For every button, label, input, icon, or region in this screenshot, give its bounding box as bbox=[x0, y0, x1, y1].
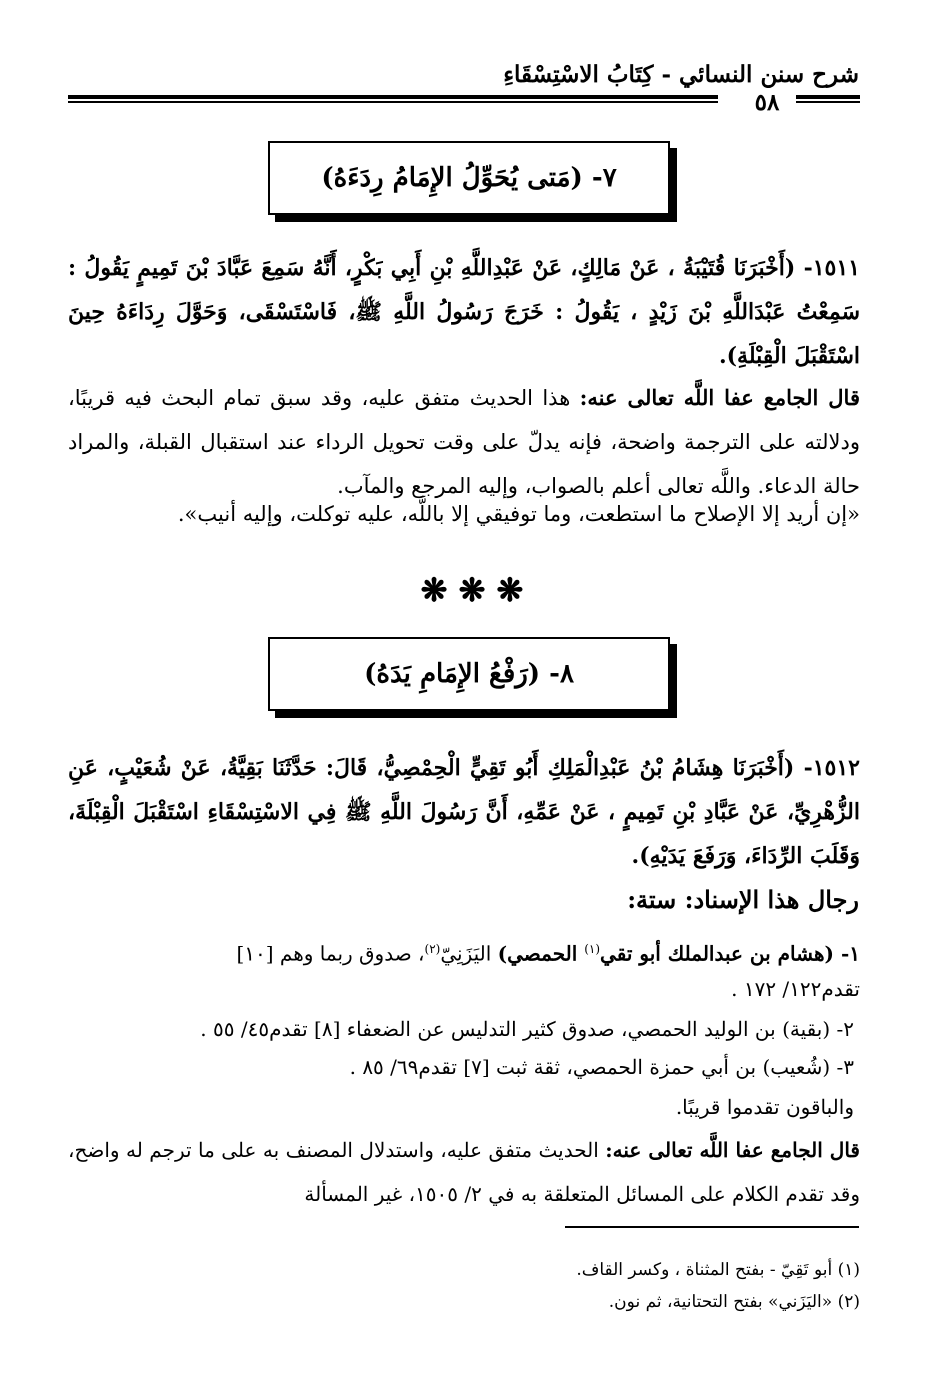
running-title: شرح سنن النسائي - كِتَابُ الاسْتِسْقَاءِ bbox=[503, 61, 859, 88]
commentary-lead: قال الجامع عفا اللَّه تعالى عنه: bbox=[579, 385, 860, 410]
header-rule bbox=[68, 101, 718, 103]
section-separator: ❋ ❋ ❋ bbox=[420, 571, 524, 609]
narrator-1-ref: تقدم١٢٢/ ١٧٢ . bbox=[731, 977, 860, 1001]
narrators-heading: رجال هذا الإسناد: ستة: bbox=[627, 885, 859, 914]
narrator-3: ٣- (شُعيب) بن أبي حمزة الحمصي، ثقة ثبت [٧] تقدم٦٩/ ٨٥ . bbox=[349, 1055, 854, 1079]
commentary-1511 bbox=[68, 376, 860, 508]
remaining-narrators: والباقون تقدموا قريبًا. bbox=[675, 1095, 854, 1119]
header-rule bbox=[796, 101, 860, 103]
hadith-1511: ١٥١١- (أَخْبَرَنَا قُتَيْبَةُ ، عَنْ مَالِكٍ، عَنْ عَبْدِاللَّهِ بْنِ أَبِي بَكْرٍ، أَنَّهُ سَمِعَ عَبَّادَ بْنَ تَمِيمٍ يَقُولُ : سَمِعْتُ عَبْدَاللَّهِ بْنَ زَيْدٍ ، يَقُولُ : خَرَجَ رَسُولُ اللَّهِ ﷺ، فَاسْتَسْقَى، وَحَوَّلَ رِدَاءَهُ حِينَ اسْتَقْبَلَ الْقِبْلَةِ). bbox=[68, 255, 860, 369]
narrator-1-grade: ، صدوق ربما وهم [١٠] bbox=[236, 941, 425, 966]
narrator-2: ٢- (بقية) بن الوليد الحمصي، صدوق كثير التدليس عن الضعفاء [٨] تقدم٤٥/ ٥٥ . bbox=[200, 1017, 854, 1041]
header-rule bbox=[68, 95, 718, 99]
narrator-1-name: ١- (هشام بن عبدالملك أبو تقي bbox=[600, 941, 860, 966]
commentary-text: هذا الحديث متفق عليه، وقد سبق تمام البحث فيه قريبًا، ودلالته على الترجمة واضحة، فإنه يدلّ على وقت تحويل الرداء عند استقبال القبلة، والمراد حالة الدعاء. واللَّه تعالى أعلم بالصواب، وإليه المرجع والمآب. bbox=[68, 386, 860, 498]
narrator-1-nisba-2: اليَزَنِيّ bbox=[440, 941, 498, 966]
commentary-text: الحديث متفق عليه، واستدلال المصنف به على ما ترجم له واضح، وقد تقدم الكلام على المسائل المتعلقة به في ٢/ ١٥٠٥، غير المسألة bbox=[68, 1138, 860, 1206]
closing-verse: «إن أريد إلا الإصلاح ما استطعت، وما توفيقي إلا باللَّه، عليه توكلت، وإليه أنيب». bbox=[177, 502, 860, 526]
page-number: ٥٨ bbox=[754, 89, 780, 116]
chapter-7-title: ٧- (مَتى يُحَوِّلُ الإِمَامُ رِدَءَهُ) bbox=[268, 141, 670, 215]
hadith-1512: ١٥١٢- (أَخْبَرَنَا هِشَامُ بْنُ عَبْدِالْمَلِكِ أَبُو تَقِيٍّ الْحِمْصِيُّ، قَالَ: حَدَّثَنَا بَقِيَّةُ، عَنْ شُعَيْبٍ، عَنِ الزُّهْرِيِّ، عَنْ عَبَّادِ بْنِ تَمِيمٍ ، عَنْ عَمِّهِ، أَنَّ رَسُولَ اللَّهِ ﷺ فِي الاسْتِسْقَاءِ اسْتَقْبَلَ الْقِبْلَةَ، وَقَلَبَ الرِّدَاءَ، وَرَفَعَ يَدَيْهِ). bbox=[68, 755, 860, 869]
narrator-1-nisba: الحمصي) bbox=[497, 941, 585, 966]
footnote-ref-2: (٢) bbox=[424, 942, 441, 956]
footnote-1: (١) أبو تَقِيّ - بفتح المثناة ، وكسر القاف. bbox=[576, 1260, 860, 1280]
footnote-rule bbox=[565, 1226, 859, 1228]
footnote-2: (٢) «اليَزَني» بفتح التحتانية، ثم نون. bbox=[608, 1292, 860, 1312]
narrator-1 bbox=[70, 932, 860, 971]
chapter-8-title: ٨- (رَفْعُ الإِمَامِ يَدَهُ) bbox=[268, 637, 670, 711]
footnote-ref-1: (١) bbox=[584, 942, 601, 956]
commentary-lead: قال الجامع عفا اللَّه تعالى عنه: bbox=[605, 1138, 860, 1162]
commentary-1512 bbox=[68, 1128, 860, 1216]
header-rule bbox=[796, 95, 860, 99]
